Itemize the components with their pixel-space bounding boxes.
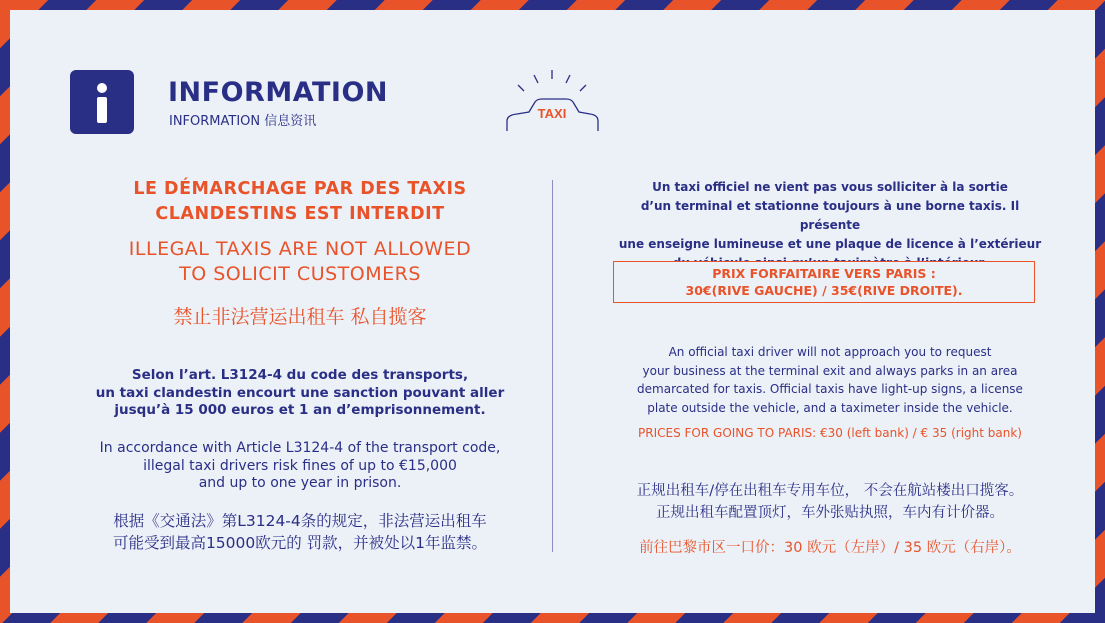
taxi-sign-label: TAXI <box>537 106 567 121</box>
heading-en: ILLEGAL TAXIS ARE NOT ALLOWED TO SOLICIT CUSTOMERS <box>128 238 472 285</box>
official-taxi-text-fr: Un taxi officiel ne vient pas vous solliciter à la sortie d’un terminal et stationne toujours à une borne taxis. Il présente une enseigne lumineuse et une plaque de licence à l’extérieur <box>618 180 1042 251</box>
price-box-fr: PRIX FORFAITAIRE VERS PARIS : 30€(RIVE GAUCHE) / 35€(RIVE DROITE). <box>613 261 1035 303</box>
price-text-en: PRICES FOR GOING TO PARIS: €30 (left bank) / € 35 (right bank) <box>638 426 1022 440</box>
price-text-zh: 前往巴黎市区一口价：30 欧元（左岸）/ 35 欧元（右岸）。 <box>639 540 1021 556</box>
notice-panel <box>10 10 1095 613</box>
official-taxi-text-en: An official taxi driver will not approach you to request your business at the terminal exit and always parks in an area demarcated for taxis. Official taxis have light-up signs, a license plate outside the vehicle, and a taximeter inside the vehicle. <box>637 345 1023 415</box>
law-text-zh: 根据《交通法》第L3124-4条的规定，非法营运出租车 可能受到最高15000欧元的 罚款，并被处以1年监禁。 <box>112 512 488 552</box>
page-subtitle: INFORMATION 信息资讯 <box>169 114 317 129</box>
heading-zh: 禁止非法营运出租车 私自揽客 <box>173 306 427 328</box>
law-text-fr: Selon l’art. L3124-4 du code des transports, un taxi clandestin encourt une sanction pouvant aller jusqu’à 15 000 euros et 1 an d’emprisonnement. <box>95 367 505 418</box>
page-title: INFORMATION <box>168 77 389 108</box>
taxi-icon <box>502 65 602 135</box>
law-text-en: In accordance with Article L3124-4 of the transport code, illegal taxi drivers risk fines of up to €15,000 and up to one year in prison. <box>99 440 501 491</box>
info-icon <box>70 70 134 134</box>
column-divider <box>552 180 553 552</box>
heading-fr: LE DÉMARCHAGE PAR DES TAXIS CLANDESTINS EST INTERDIT <box>133 179 467 224</box>
official-taxi-text-zh: 正规出租车/停在出租车专用车位， 不会在航站楼出口揽客。 正规出租车配置顶灯，车外张贴执照，车内有计价器。 <box>636 483 1024 521</box>
